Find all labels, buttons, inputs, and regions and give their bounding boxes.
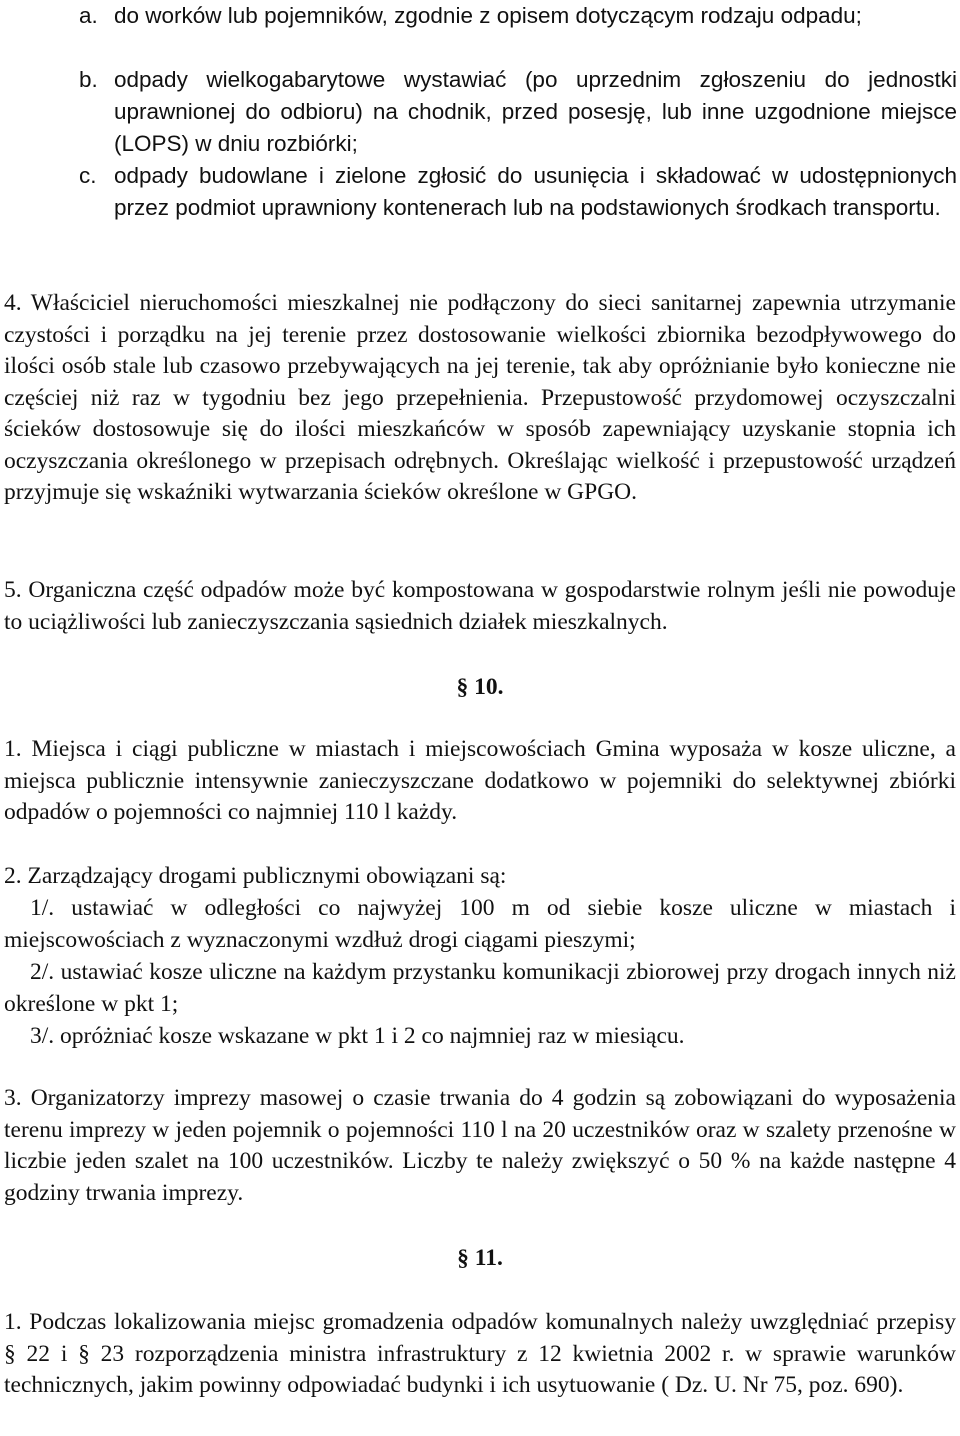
list-marker: c. [79, 163, 97, 188]
list-item-text: odpady budowlane i zielone zgłosić do usunięcia i składować w udostępnionych przez podmiot uprawniony kontenerach lub na podstawionych środkach transportu. [114, 163, 957, 220]
list-marker: a. [79, 3, 98, 28]
section-10-paragraph-2-item-2: 2/. ustawiać kosze uliczne na każdym przystanku komunikacji zbiorowej przy drogach innych niż określone w pkt 1; [4, 959, 956, 1017]
list-item-text: odpady wielkogabarytowe wystawiać (po uprzednim zgłoszeniu do jednostki uprawnionej do odbioru) na chodnik, przed posesję, lub inne uzgodnione miejsce (LOPS) w dniu rozbiórki; [114, 67, 957, 156]
list-item-a [79, 0, 957, 32]
list-item-text: do worków lub pojemników, zgodnie z opisem dotyczącym rodzaju odpadu; [114, 3, 862, 28]
section-10-paragraph-2-item-1: 1/. ustawiać w odległości co najwyżej 100 m od siebie kosze uliczne w miastach i miejscowościach z wyznaczonymi wzdłuż drogi ciągami pieszymi; [4, 895, 956, 953]
section-number: 11. [474, 1245, 503, 1271]
paragraph-5: 5. Organiczna część odpadów może być kompostowana w gospodarstwie rolnym jeśli nie powoduje to uciążliwości lub zanieczyszczania sąsiednich działek mieszkalnych. [4, 577, 956, 635]
section-10-paragraph-2-intro: 2. Zarządzający drogami publicznymi obowiązani są: [4, 863, 507, 889]
section-symbol: § [456, 674, 469, 700]
section-10-paragraph-2-item-3: 3/. opróżniać kosze wskazane w pkt 1 i 2 co najmniej raz w miesiącu. [30, 1023, 685, 1049]
paragraph-4: 4. Właściciel nieruchomości mieszkalnej nie podłączony do sieci sanitarnej zapewnia utrzymanie czystości i porządku na jej terenie przez dostosowanie wielkości zbiornika bezodpływowego do ilości osób stale lub czasowo przebywających na jej terenie, tak aby opróżnianie było konieczne nie częściej niż raz w tygodniu bez jego przepełnienia. Przepustowość przydomowej oczyszczalni ścieków dostosowuje się do ilości mieszkańców w sposób zapewniający uzyskanie stopnia ich oczyszczania określonego w przepisach odrębnych. Określając wielkość i przepustowość urządzeń przyjmuje się wskaźniki wytwarzania ścieków określone w GPGO. [4, 290, 956, 505]
section-11-paragraph-1: 1. Podczas lokalizowania miejsc gromadzenia odpadów komunalnych należy uwzględniać przepisy § 22 i § 23 rozporządzenia ministra infrastruktury z 12 kwietnia 2002 r. w sprawie warunków technicznych, jakim powinny odpowiadać budynki i ich usytuowanie ( Dz. U. Nr 75, poz. 690). [4, 1309, 956, 1398]
section-11-heading [0, 1243, 960, 1275]
section-symbol: § [457, 1245, 469, 1271]
section-number: 10. [474, 674, 504, 700]
list-item-c [79, 160, 957, 224]
section-10-heading [0, 672, 960, 704]
list-item-b [79, 64, 957, 160]
section-10-paragraph-1: 1. Miejsca i ciągi publiczne w miastach i miejscowościach Gmina wyposaża w kosze uliczne, a miejsca publicznie intensywnie zanieczyszczane dodatkowo w pojemniki do selektywnej zbiórki odpadów o pojemności co najmniej 110 l każdy. [4, 736, 956, 825]
section-10-paragraph-3: 3. Organizatorzy imprezy masowej o czasie trwania do 4 godzin są zobowiązani do wyposażenia terenu imprezy w jeden pojemnik o pojemności 110 l na 20 uczestników oraz w szalety przenośne w liczbie jeden szalet na 100 uczestników. Liczby te należy zwiększyć o 50 % na każde następne 4 godziny trwania imprezy. [4, 1085, 956, 1206]
list-marker: b. [79, 67, 98, 92]
